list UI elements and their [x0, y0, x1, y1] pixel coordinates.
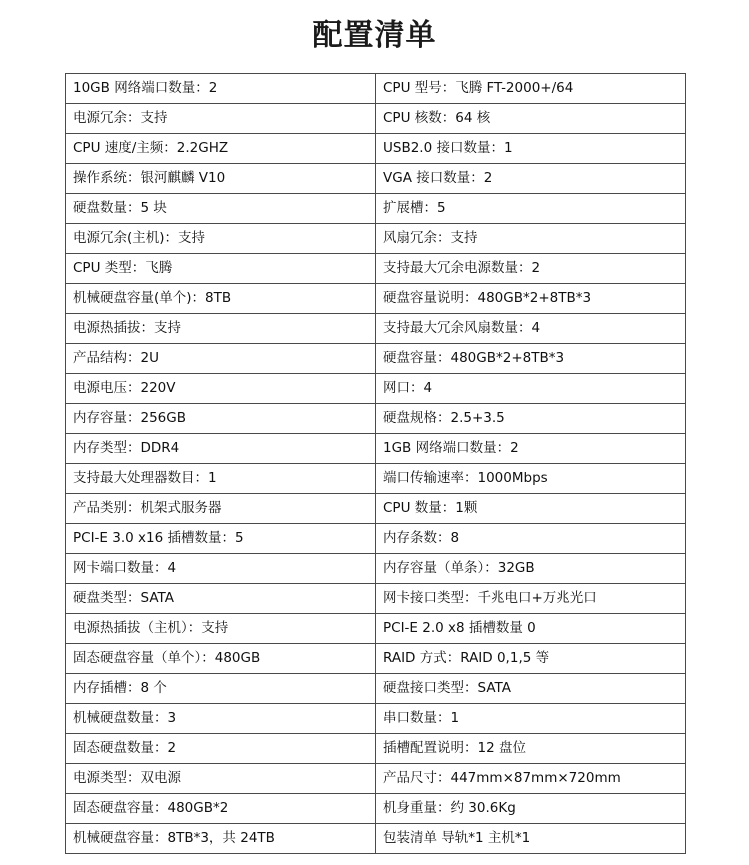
table-row	[66, 284, 686, 314]
spec-cell-left: 电源电压：220V	[66, 374, 376, 404]
spec-cell-right: CPU 核数：64 核	[376, 104, 686, 134]
spec-cell-right: RAID 方式：RAID 0,1,5 等	[376, 644, 686, 674]
spec-cell-left: 内存类型：DDR4	[66, 434, 376, 464]
spec-cell-right: VGA 接口数量：2	[376, 164, 686, 194]
spec-cell-right: 机身重量：约 30.6Kg	[376, 794, 686, 824]
spec-cell-left: PCI-E 3.0 x16 插槽数量：5	[66, 524, 376, 554]
spec-cell-right: CPU 型号：飞腾 FT-2000+/64	[376, 74, 686, 104]
spec-cell-left: 固态硬盘容量：480GB*2	[66, 794, 376, 824]
spec-cell-right: 1GB 网络端口数量：2	[376, 434, 686, 464]
spec-cell-left: 固态硬盘数量：2	[66, 734, 376, 764]
spec-cell-right: 内存容量（单条）：32GB	[376, 554, 686, 584]
spec-cell-right: 包装清单 导轨*1 主机*1	[376, 824, 686, 854]
table-row	[66, 434, 686, 464]
table-row	[66, 524, 686, 554]
spec-cell-right: 内存条数：8	[376, 524, 686, 554]
spec-table	[65, 73, 686, 854]
table-row	[66, 374, 686, 404]
spec-cell-left: CPU 类型：飞腾	[66, 254, 376, 284]
spec-cell-left: 机械硬盘数量：3	[66, 704, 376, 734]
spec-cell-right: 支持最大冗余风扇数量：4	[376, 314, 686, 344]
spec-cell-left: 操作系统：银河麒麟 V10	[66, 164, 376, 194]
table-row	[66, 344, 686, 374]
spec-cell-right: 支持最大冗余电源数量：2	[376, 254, 686, 284]
spec-cell-left: 支持最大处理器数目：1	[66, 464, 376, 494]
spec-cell-right: 扩展槽：5	[376, 194, 686, 224]
spec-cell-left: 产品类别：机架式服务器	[66, 494, 376, 524]
spec-cell-right: 硬盘接口类型：SATA	[376, 674, 686, 704]
table-row	[66, 134, 686, 164]
table-row	[66, 104, 686, 134]
spec-cell-left: 内存插槽：8 个	[66, 674, 376, 704]
spec-cell-left: 硬盘数量：5 块	[66, 194, 376, 224]
spec-cell-left: 硬盘类型：SATA	[66, 584, 376, 614]
table-row	[66, 404, 686, 434]
table-row	[66, 224, 686, 254]
spec-cell-left: 电源冗余(主机)：支持	[66, 224, 376, 254]
table-row	[66, 464, 686, 494]
spec-cell-left: 10GB 网络端口数量：2	[66, 74, 376, 104]
table-row	[66, 554, 686, 584]
table-row	[66, 614, 686, 644]
spec-cell-left: 机械硬盘容量：8TB*3，共 24TB	[66, 824, 376, 854]
spec-cell-left: 产品结构：2U	[66, 344, 376, 374]
spec-cell-left: CPU 速度/主频：2.2GHZ	[66, 134, 376, 164]
table-row	[66, 494, 686, 524]
spec-cell-left: 机械硬盘容量(单个)：8TB	[66, 284, 376, 314]
spec-cell-left: 网卡端口数量：4	[66, 554, 376, 584]
spec-cell-right: 硬盘规格：2.5+3.5	[376, 404, 686, 434]
spec-cell-right: 产品尺寸：447mm×87mm×720mm	[376, 764, 686, 794]
table-row	[66, 674, 686, 704]
page-title: 配置清单	[312, 18, 437, 53]
spec-cell-left: 电源类型：双电源	[66, 764, 376, 794]
table-row	[66, 584, 686, 614]
spec-cell-left: 固态硬盘容量（单个）：480GB	[66, 644, 376, 674]
spec-cell-right: PCI-E 2.0 x8 插槽数量 0	[376, 614, 686, 644]
spec-cell-right: 网卡接口类型：千兆电口+万兆光口	[376, 584, 686, 614]
table-row	[66, 764, 686, 794]
spec-cell-left: 电源热插拔：支持	[66, 314, 376, 344]
spec-cell-right: 网口：4	[376, 374, 686, 404]
table-row	[66, 314, 686, 344]
table-row	[66, 704, 686, 734]
spec-cell-left: 电源热插拔（主机）：支持	[66, 614, 376, 644]
spec-cell-right: USB2.0 接口数量：1	[376, 134, 686, 164]
table-row	[66, 74, 686, 104]
spec-cell-right: 端口传输速率：1000Mbps	[376, 464, 686, 494]
spec-cell-right: 串口数量：1	[376, 704, 686, 734]
table-row	[66, 794, 686, 824]
spec-cell-right: 硬盘容量说明：480GB*2+8TB*3	[376, 284, 686, 314]
spec-cell-right: 插槽配置说明：12 盘位	[376, 734, 686, 764]
table-row	[66, 824, 686, 854]
table-row	[66, 164, 686, 194]
spec-cell-left: 电源冗余：支持	[66, 104, 376, 134]
table-row	[66, 734, 686, 764]
spec-cell-right: 硬盘容量：480GB*2+8TB*3	[376, 344, 686, 374]
spec-cell-right: CPU 数量：1颗	[376, 494, 686, 524]
table-row	[66, 194, 686, 224]
spec-cell-left: 内存容量：256GB	[66, 404, 376, 434]
spec-table-body	[66, 74, 686, 854]
table-row	[66, 644, 686, 674]
spec-cell-right: 风扇冗余：支持	[376, 224, 686, 254]
table-row	[66, 254, 686, 284]
